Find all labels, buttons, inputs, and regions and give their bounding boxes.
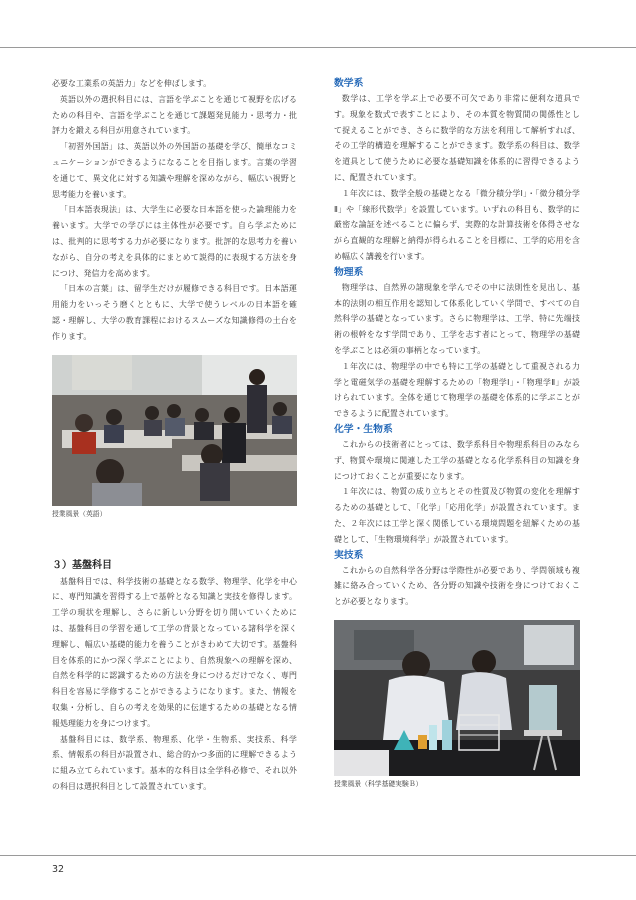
body-paragraph: 英語以外の選択科目には、言語を学ぶことを通じて視野を広げるための科目や、言語を学ぶことを通じて課題発見能力・思考力・批評力を鍛える科目が用意されています。 <box>52 94 297 136</box>
body-paragraph: 物理学は、自然界の諸現象を学んでその中に法則性を見出し、基本的法則の相互作用を認知して体系化していく学問で、すべての自然科学の基礎となっています。さらに物理学は、工学、特に先端技術の根幹をなす学問であり、工学を志す者にとって、物理学の基礎を学ぶことは必須の事柄となっています。 <box>334 282 580 355</box>
photo-caption: 授業風景（英語） <box>52 509 107 518</box>
subsection-heading-practical: 実技系 <box>334 549 364 561</box>
subsection-heading-math: 数学系 <box>334 78 364 89</box>
body-paragraph: 基盤科目には、数学系、物理系、化学・生物系、実技系、科学系、情報系の科目が設置され、総合的かつ多面的に理解できるように組み立てられています。基本的な科目は全学科必修で、それ以外の科目は選択科目として設置されています。 <box>52 734 297 791</box>
body-paragraph: １年次には、数学全般の基礎となる「微分積分学Ⅰ」・「微分積分学Ⅱ」や「線形代数学」を設置しています。いずれの科目も、数学的に厳密な論証を述べることに偏らず、実際的な計算技術を体得させながら直観的な理解と納得が得られることを目標に、工学的応用を含め幅広く講義を行います。 <box>334 188 580 261</box>
body-paragraph: これからの技術者にとっては、数学系科目や物理系科目のみならず、物質や環境に関連した工学の基礎となる化学系科目の知識を身につけておくことが重要になります。 <box>334 439 580 481</box>
body-paragraph: 数学は、工学を学ぶ上で必要不可欠であり非常に便利な道具です。現象を数式で表すことにより、その本質を物質間の関係性として捉えることができ、さらに数学的な方法を利用して解析すれば、その工学的構造を理解することができます。数学系の科目は、数学を道具として使うために必要な基礎知識を体系的に習得できるように、配置されています。 <box>334 94 580 182</box>
lab-experiment-photo <box>334 620 580 776</box>
right-column <box>334 76 580 790</box>
section-heading: ３）基盤科目 <box>52 559 112 571</box>
lab-experiment-photo-art <box>334 620 580 776</box>
body-paragraph: 基盤科目では、科学技術の基礎となる数学、物理学、化学を中心に、専門知識を習得する上で基幹となる知識と実技を修得します。工学の現状を理解し、さらに新しい分野を切り開いていくためには、基盤科目の学習を通して工学の背景となっている諸科学を深く理解し、幅広い基礎的能力を養うことがきわめて大切です。基盤科目を体系的にかつ深く学ぶことにより、自然現象への理解を深め、自然を科学的に認識するための方法を身につけるだけでなく、専門科目を容易に学修することができるようになります。また、情報を収集・分析し、自らの考えを効果的に伝達するための基礎となる情報処理能力を身につけます。 <box>52 576 297 728</box>
body-paragraph: 「日本語表現法」は、大学生に必要な日本語を使った論理能力を養います。大学での学びには主体性が必要です。自ら学ぶためには、批判的に思考する力が必要になります。批評的な思考力を養いながら、自分の考えを具体的にまとめて説得的に表現する方法を身につけ、発信力を高めます。 <box>52 205 297 278</box>
header-rule <box>0 47 636 48</box>
body-paragraph: これからの自然科学各分野は学際性が必要であり、学問領域も複雑に絡み合っていくため、各分野の知識や技術を身につけておくことが必要となります。 <box>334 565 580 607</box>
photo-caption: 授業風景（科学基礎実験Ｂ） <box>334 779 423 788</box>
body-paragraph: １年次には、物質の成り立ちとその性質及び物質の変化を理解するための基礎として、「化学」「応用化学」が設置されています。また、２年次には工学と深く関係している環境問題を紐解くための基礎として、「生物環境科学」が設置されています。 <box>334 487 580 544</box>
body-paragraph: １年次には、物理学の中でも特に工学の基礎として重視される力学と電磁気学の基礎を理解するための「物理学Ⅰ」・「物理学Ⅱ」が設けられています。全体を通じて物理学の基礎を体系的に学ぶことができるように配置されています。 <box>334 361 580 419</box>
footer-rule <box>0 855 636 856</box>
subsection-heading-physics: 物理系 <box>334 266 364 278</box>
left-column <box>52 76 297 795</box>
classroom-english-photo-art <box>52 355 297 506</box>
subsection-heading-chemistry-biology: 化学・生物系 <box>334 423 393 435</box>
body-paragraph: 「初習外国語」は、英語以外の外国語の基礎を学び、簡単なコミュニケーションができるようになることを目指します。言葉の学習を通じて、異文化に対する知識や理解を深めながら、幅広い視野と思考能力を養います。 <box>52 142 297 199</box>
page-number: 32 <box>52 864 65 875</box>
body-paragraph: 必要な工業系の英語力」などを伸ばします。 <box>52 79 212 88</box>
body-paragraph: 「日本の言葉」は、留学生だけが履修できる科目です。日本語運用能力をいっそう磨くとともに、大学で使うレベルの日本語を確認・理解し、大学の教育課程におけるスムーズな知識修得の土台を作ります。 <box>52 284 297 341</box>
classroom-english-photo <box>52 355 297 506</box>
